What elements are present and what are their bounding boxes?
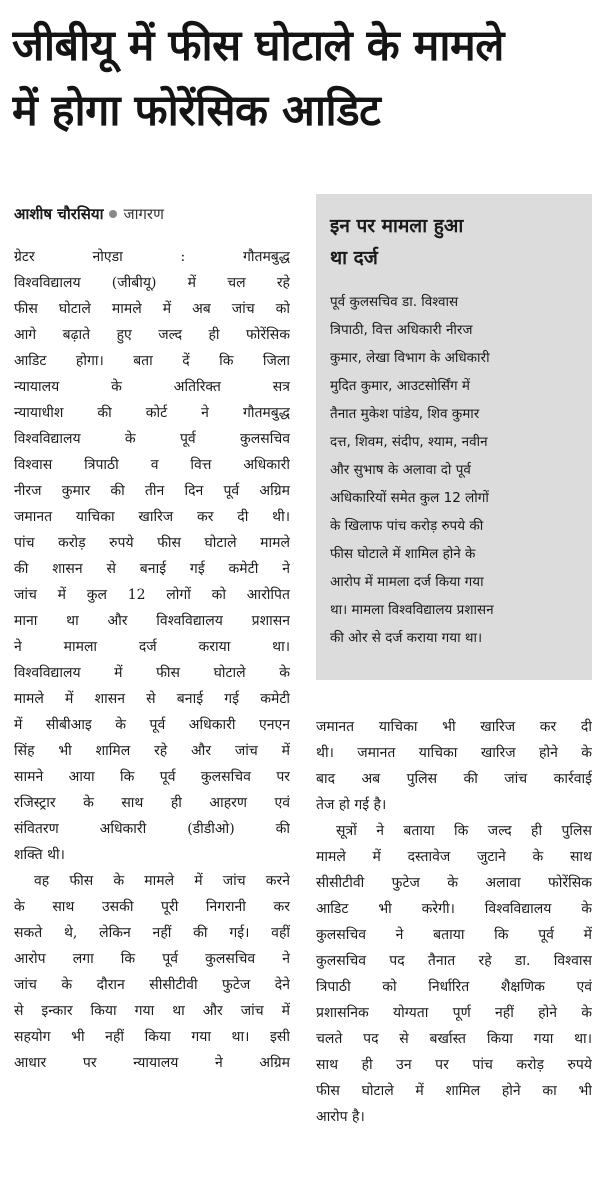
article-line: सामने आया कि पूर्व कुलसचिव पर	[14, 769, 290, 785]
article-line: ने मामला दर्ज कराया था।	[14, 639, 290, 655]
sidebar-box	[316, 194, 592, 680]
article-line: थी। जमानत याचिका खारिज होने के	[316, 745, 592, 761]
article-line: विश्वास त्रिपाठी व वित्त अधिकारी	[14, 457, 290, 473]
article-right-column	[316, 714, 592, 1130]
byline-separator-dot	[109, 210, 117, 218]
article-line: कुलसचिव ने बताया कि पूर्व में	[316, 927, 592, 943]
article-line: आधार पर न्यायालय ने अग्रिम	[14, 1055, 290, 1071]
article-line: सीसीटीवी फुटेज के अलावा फोरेंसिक	[316, 875, 592, 891]
article-line: की शासन से बनाई गई कमेटी ने	[14, 561, 290, 577]
article-line: विश्वविद्यालय के पूर्व कुलसचिव	[14, 431, 290, 447]
article-line: वह फीस के मामले में जांच करने	[34, 873, 290, 889]
article-line: आरोप लगा कि पूर्व कुलसचिव ने	[14, 951, 290, 967]
article-line: विश्वविद्यालय (जीबीयू) में चल रहे	[14, 275, 290, 291]
article-line: सकते थे, लेकिन नहीं की गई। वहीं	[14, 925, 290, 941]
sidebar-line: दत्त, शिवम, संदीप, श्याम, नवीन	[330, 434, 488, 450]
article-line: बाद अब पुलिस की जांच कार्रवाई	[316, 771, 592, 787]
article-line: जमानत याचिका भी खारिज कर दी	[316, 719, 592, 735]
article-line: से इन्कार किया गया था और जांच में	[14, 1003, 290, 1019]
article-line: जांच में कुल 12 लोगों को आरोपित	[14, 587, 290, 603]
article-line: संवितरण अधिकारी (डीडीओ) की	[14, 821, 290, 837]
article-line: चलते पद से बर्खास्त किया गया था।	[316, 1031, 592, 1047]
sidebar-body	[330, 288, 582, 652]
article-line: तेज हो गई है।	[316, 797, 387, 813]
sidebar-title-line-1: इन पर मामला हुआ	[330, 215, 464, 237]
sidebar-line: आरोप में मामला दर्ज किया गया	[330, 574, 484, 590]
sidebar-line: के खिलाफ पांच करोड़ रुपये की	[330, 518, 484, 534]
article-line: मामले में दस्तावेज जुटाने के साथ	[316, 849, 592, 865]
headline	[12, 14, 602, 144]
article-line: सिंह भी शामिल रहे और जांच में	[14, 743, 290, 759]
article-line: पांच करोड़ रुपये फीस घोटाले मामले	[14, 535, 290, 551]
article-line: शक्ति थी।	[14, 847, 65, 863]
byline-source: जागरण	[123, 205, 164, 223]
sidebar-line: फीस घोटाले में शामिल होने के	[330, 546, 476, 562]
article-line: में सीबीआइ के पूर्व अधिकारी एनएन	[14, 717, 290, 733]
sidebar-title-line-2: था दर्ज	[330, 247, 378, 269]
sidebar-line: पूर्व कुलसचिव डा. विश्वास	[330, 294, 459, 310]
article-line: सहयोग भी नहीं किया गया था। इसी	[14, 1029, 290, 1045]
article-line: जांच के दौरान सीसीटीवी फुटेज देने	[14, 977, 290, 993]
article-line: कुलसचिव पद तैनात रहे डा. विश्वास	[316, 953, 592, 969]
article-left-column	[14, 244, 290, 1076]
article-line: फीस घोटाले में शामिल होने का भी	[316, 1083, 592, 1099]
byline	[14, 204, 164, 224]
article-line: आडिट होगा। बता दें कि जिला	[14, 353, 290, 369]
article-line: नीरज कुमार की तीन दिन पूर्व अग्रिम	[14, 483, 290, 499]
article-line: त्रिपाठी को निर्धारित शैक्षणिक एवं	[316, 979, 592, 995]
article-line: न्यायालय के अतिरिक्त सत्र	[14, 379, 290, 395]
sidebar-line: तैनात मुकेश पांडेय, शिव कुमार	[330, 406, 480, 422]
sidebar-line: मुदित कुमार, आउटसोर्सिंग में	[330, 378, 470, 394]
headline-line-2: में होगा फोरेंसिक आडिट	[12, 86, 381, 136]
article-line: साथ ही उन पर पांच करोड़ रुपये	[316, 1057, 592, 1073]
article-line: जमानत याचिका खारिज कर दी थी।	[14, 509, 290, 525]
sidebar-line: अधिकारियों समेत कुल 12 लोगों	[330, 490, 489, 506]
article-line: रजिस्ट्रार के साथ ही आहरण एवं	[14, 795, 290, 811]
article-line: आडिट भी करेगी। विश्वविद्यालय के	[316, 901, 592, 917]
article-line: आरोप है।	[316, 1109, 365, 1125]
article-line: ग्रेटर नोएडा : गौतमबुद्ध	[14, 249, 290, 265]
sidebar-line: कुमार, लेखा विभाग के अधिकारी	[330, 350, 490, 366]
article-line: फीस घोटाले मामले में अब जांच को	[14, 301, 290, 317]
headline-line-1: जीबीयू में फीस घोटाले के मामले	[12, 21, 504, 71]
article-line: के साथ उसकी पूरी निगरानी कर	[14, 899, 290, 915]
article-line: आगे बढ़ाते हुए जल्द ही फोरेंसिक	[14, 327, 290, 343]
sidebar-line: था। मामला विश्वविद्यालय प्रशासन	[330, 602, 494, 618]
sidebar-line: की ओर से दर्ज कराया गया था।	[330, 630, 483, 646]
article-line: मामले में शासन से बनाई गई कमेटी	[14, 691, 290, 707]
article-line: प्रशासनिक योग्यता पूर्ण नहीं होने के	[316, 1005, 592, 1021]
article-line: सूत्रों ने बताया कि जल्द ही पुलिस	[336, 823, 592, 839]
byline-author: आशीष चौरसिया	[14, 205, 104, 223]
sidebar-title	[330, 210, 580, 274]
article-line: विश्वविद्यालय में फीस घोटाले के	[14, 665, 290, 681]
article-line: माना था और विश्वविद्यालय प्रशासन	[14, 613, 290, 629]
sidebar-line: त्रिपाठी, वित्त अधिकारी नीरज	[330, 322, 473, 338]
sidebar-line: और सुभाष के अलावा दो पूर्व	[330, 462, 471, 478]
article-line: न्यायाधीश की कोर्ट ने गौतमबुद्ध	[14, 405, 290, 421]
